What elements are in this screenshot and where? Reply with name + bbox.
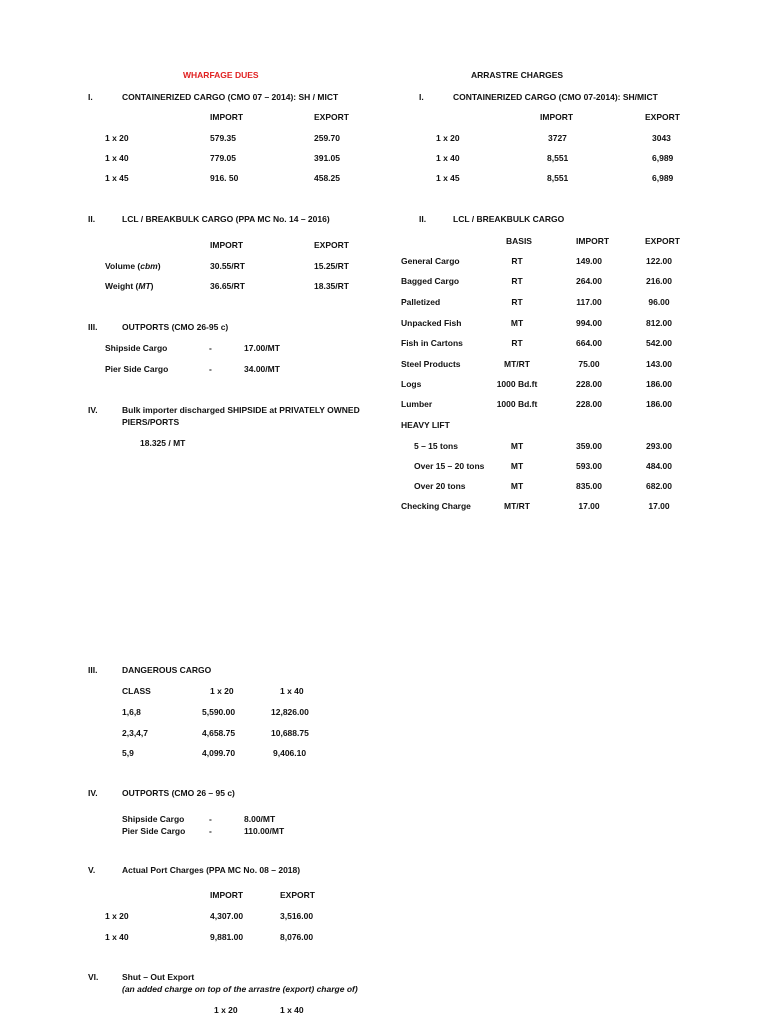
basis-value: MT <box>510 481 524 491</box>
section-heading: Shut – Out Export <box>122 972 195 982</box>
column-header-1x20: 1 x 20 <box>214 1005 238 1015</box>
import-value: 664.00 <box>576 338 602 348</box>
section-number: VI. <box>88 972 99 982</box>
row-label: General Cargo <box>401 256 460 266</box>
export-value: 122.00 <box>646 256 672 266</box>
section-number: IV. <box>88 788 98 798</box>
row-label: 1 x 20 <box>436 133 460 143</box>
export-value: 216.00 <box>646 276 672 286</box>
export-value: 6,989 <box>652 173 674 183</box>
class-value: 2,3,4,7 <box>122 728 148 738</box>
row-label: 5 – 15 tons <box>414 441 458 451</box>
export-value: 3043 <box>652 133 671 143</box>
row-label: HEAVY LIFT <box>401 420 450 430</box>
value-1x40: 9,406.10 <box>273 748 307 758</box>
row-value: 34.00/MT <box>244 364 280 374</box>
import-value: 8,551 <box>547 153 569 163</box>
export-value: 6,989 <box>652 153 674 163</box>
value-1x20: 4,099.70 <box>202 748 236 758</box>
column-header-1x20: 1 x 20 <box>210 686 234 696</box>
column-header-export: EXPORT <box>645 112 680 122</box>
row-dash: - <box>209 343 212 353</box>
import-value: 4,307.00 <box>210 911 244 921</box>
class-value: 1,6,8 <box>122 707 141 717</box>
section-heading: OUTPORTS (CMO 26-95 c) <box>122 322 229 332</box>
import-value: 8,551 <box>547 173 569 183</box>
import-value: 579.35 <box>210 133 236 143</box>
section-number: IV. <box>88 405 98 415</box>
row-label: Shipside Cargo <box>105 343 168 353</box>
export-value: 143.00 <box>646 359 672 369</box>
export-value: 682.00 <box>646 481 672 491</box>
row-label: Pier Side Cargo <box>122 826 186 836</box>
row-dash: - <box>209 814 212 824</box>
value-1x40: 12,826.00 <box>271 707 309 717</box>
row-label: 1 x 40 <box>105 932 129 942</box>
section-number: III. <box>88 665 98 675</box>
import-value: 75.00 <box>578 359 600 369</box>
basis-value: MT <box>510 441 524 451</box>
column-header-import: IMPORT <box>540 112 574 122</box>
basis-value: RT <box>511 338 523 348</box>
basis-value: RT <box>511 297 523 307</box>
basis-value: 1000 Bd.ft <box>496 399 538 409</box>
basis-value: RT <box>511 276 523 286</box>
row-dash: - <box>209 364 212 374</box>
value-1x20: 5,590.00 <box>202 707 236 717</box>
row-label: Lumber <box>401 399 433 409</box>
row-label: Over 20 tons <box>414 481 466 491</box>
unit-text: MT <box>138 281 151 291</box>
export-value: 259.70 <box>314 133 340 143</box>
section-number: V. <box>88 865 96 875</box>
section-number: I. <box>88 92 93 102</box>
section-number: I. <box>419 92 424 102</box>
row-label: Over 15 – 20 tons <box>414 461 485 471</box>
rate-value: 18.325 / MT <box>140 438 186 448</box>
export-value: 542.00 <box>646 338 672 348</box>
column-header-import: IMPORT <box>210 240 244 250</box>
export-value: 18.35/RT <box>314 281 349 291</box>
row-label: Checking Charge <box>401 501 471 511</box>
column-header-export: EXPORT <box>280 890 315 900</box>
export-value: 17.00 <box>648 501 670 511</box>
basis-value: MT/RT <box>504 359 530 369</box>
value-1x20: 4,658.75 <box>202 728 236 738</box>
row-dash: - <box>209 826 212 836</box>
column-header-basis: BASIS <box>506 236 532 246</box>
value-1x40: 10,688.75 <box>271 728 309 738</box>
section-heading: CONTAINERIZED CARGO (CMO 07-2014): SH/MICT <box>453 92 658 102</box>
basis-value: 1000 Bd.ft <box>496 379 538 389</box>
import-value: 17.00 <box>578 501 600 511</box>
section-heading: Bulk importer discharged SHIPSIDE at PRIVATELY OWNED <box>122 405 360 415</box>
export-value: 186.00 <box>646 399 672 409</box>
row-label: Bagged Cargo <box>401 276 460 286</box>
label-text: Volume ( <box>105 261 141 271</box>
row-label: 1 x 45 <box>436 173 460 183</box>
import-value: 593.00 <box>576 461 602 471</box>
section-heading: OUTPORTS (CMO 26 – 95 c) <box>122 788 235 798</box>
export-value: 186.00 <box>646 379 672 389</box>
arrastre-title: ARRASTRE CHARGES <box>471 70 564 80</box>
row-label: 1 x 45 <box>105 173 129 183</box>
row-label: Steel Products <box>401 359 461 369</box>
import-value: 779.05 <box>210 153 236 163</box>
label-close: ) <box>157 261 161 271</box>
basis-value: RT <box>511 256 523 266</box>
section-note: (an added charge on top of the arrastre (export) charge of) <box>122 984 358 994</box>
label-close: ) <box>150 281 154 291</box>
column-header-1x40: 1 x 40 <box>280 1005 304 1015</box>
import-value: 30.55/RT <box>210 261 245 271</box>
export-value: 484.00 <box>646 461 672 471</box>
row-label: Logs <box>401 379 422 389</box>
export-value: 391.05 <box>314 153 340 163</box>
section-heading: DANGEROUS CARGO <box>122 665 212 675</box>
import-value: 228.00 <box>576 399 602 409</box>
section-number: II. <box>419 214 427 224</box>
section-heading: CONTAINERIZED CARGO (CMO 07 – 2014): SH / MICT <box>122 92 339 102</box>
wharfage-title: WHARFAGE DUES <box>183 70 259 80</box>
row-label: Unpacked Fish <box>401 318 462 328</box>
row-label: 1 x 20 <box>105 911 129 921</box>
row-label: Fish in Cartons <box>401 338 463 348</box>
column-header-import: IMPORT <box>576 236 610 246</box>
export-value: 8,076.00 <box>280 932 314 942</box>
column-header-1x40: 1 x 40 <box>280 686 304 696</box>
import-value: 916. 50 <box>210 173 239 183</box>
import-value: 9,881.00 <box>210 932 244 942</box>
row-value: 8.00/MT <box>244 814 276 824</box>
class-value: 5,9 <box>122 748 134 758</box>
import-value: 149.00 <box>576 256 602 266</box>
section-heading: LCL / BREAKBULK CARGO <box>453 214 565 224</box>
column-header-export: EXPORT <box>314 112 349 122</box>
row-label: 1 x 40 <box>436 153 460 163</box>
row-value: 17.00/MT <box>244 343 280 353</box>
export-value: 812.00 <box>646 318 672 328</box>
column-header-export: EXPORT <box>645 236 680 246</box>
row-label: 1 x 20 <box>105 133 129 143</box>
basis-value: MT/RT <box>504 501 530 511</box>
row-label <box>105 261 161 271</box>
export-value: 96.00 <box>648 297 670 307</box>
basis-value: MT <box>510 461 524 471</box>
import-value: 835.00 <box>576 481 602 491</box>
row-value: 110.00/MT <box>244 826 285 836</box>
import-value: 994.00 <box>576 318 602 328</box>
export-value: 458.25 <box>314 173 340 183</box>
section-number: III. <box>88 322 98 332</box>
column-header-import: IMPORT <box>210 890 244 900</box>
unit-text: cbm <box>140 261 158 271</box>
import-value: 3727 <box>548 133 567 143</box>
section-heading: Actual Port Charges (PPA MC No. 08 – 2018) <box>122 865 301 875</box>
import-value: 264.00 <box>576 276 602 286</box>
import-value: 359.00 <box>576 441 602 451</box>
export-value: 3,516.00 <box>280 911 314 921</box>
import-value: 36.65/RT <box>210 281 245 291</box>
section-number: II. <box>88 214 96 224</box>
row-label: 1 x 40 <box>105 153 129 163</box>
column-header-export: EXPORT <box>314 240 349 250</box>
row-label: Pier Side Cargo <box>105 364 169 374</box>
row-label: Shipside Cargo <box>122 814 185 824</box>
label-text: Weight ( <box>105 281 139 291</box>
row-label: Palletized <box>401 297 441 307</box>
section-heading-cont: PIERS/PORTS <box>122 417 180 427</box>
row-label <box>105 281 154 291</box>
column-header-import: IMPORT <box>210 112 244 122</box>
import-value: 117.00 <box>576 297 602 307</box>
basis-value: MT <box>510 318 524 328</box>
export-value: 293.00 <box>646 441 672 451</box>
section-heading: LCL / BREAKBULK CARGO (PPA MC No. 14 – 2016) <box>122 214 330 224</box>
import-value: 228.00 <box>576 379 602 389</box>
export-value: 15.25/RT <box>314 261 349 271</box>
column-header-class: CLASS <box>122 686 151 696</box>
